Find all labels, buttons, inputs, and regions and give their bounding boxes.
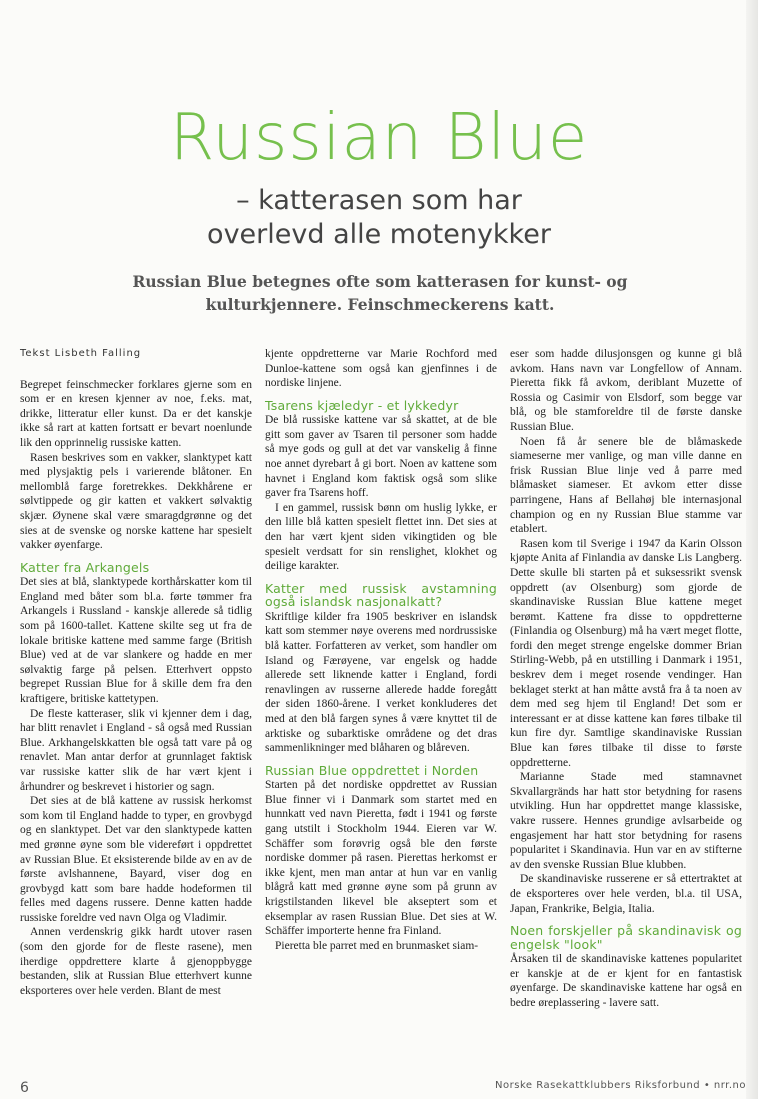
paragraph: Rasen beskrives som en vakker, slanktypet katt med plysjaktig pels i varierende blåtoner. En mellomblå farge foretrekkes. Dekkhårene er sølvtippede og gir katten et vakkert sølvaktig skjær. Øynene skal være smaragdgrønne og det sies at de svenske og norske kattene har spesielt vakker øyenfarge.: [20, 451, 252, 552]
section-heading: Tsarens kjæledyr - et lykkedyr: [265, 397, 459, 413]
lead-line-2: kulturkjennere. Feinschmeckerens katt.: [205, 295, 555, 314]
paragraph: Pieretta ble parret med en brunmasket siam-: [275, 939, 479, 952]
section-heading: Katter med russisk avstamning også islandsk nasjonalkatt?: [265, 580, 497, 610]
paragraph: kjente oppdretterne var Marie Rochford med Dunloe-kattene som også kan gjenfinnes i de nordiske linjene.: [265, 348, 497, 390]
paragraph: Starten på det nordiske oppdrettet av Russian Blue finner vi i Danmark som startet med en hunnkatt ved navn Pieretta, født i 1941 og første gang utstilt i Stockholm 1944. Eieren var W. Schäffer som forøvrig også ble den første nordiske dommer på rasen. Pierettas herkomst er ikke kjent, men man antar at hun var en vanlig blågrå katt med grønne øyne som på grunn av krigstilstanden likevel ble akseptert som et eksemplar av rasen Russian Blue. Det sies at W. Schäffer importerte henne fra Finland.: [265, 779, 497, 938]
paragraph: De skandinaviske russerene er så ettertraktet at de eksporteres over hele verden, bl.a. til USA, Japan, Frankrike, Belgia, Italia.: [510, 873, 742, 915]
paragraph: Annen verdenskrig gikk hardt utover rasen (som den gjorde for de fleste rasene), men iherdige oppdrettere klarte å gjenoppbygge bestanden, slik at Russian Blue etterhvert kunne eksporteres over hele verden. Blant de mest: [20, 926, 252, 997]
section-heading: Noen forskjeller på skandinavisk og engelsk "look": [510, 923, 742, 952]
article-subtitle: [0, 184, 758, 252]
column-1: [20, 347, 252, 998]
subtitle-line-2: overlevd alle motenykker: [207, 219, 551, 250]
article-title: Russian Blue: [169, 101, 589, 175]
paragraph: I en gammel, russisk bønn om huslig lykke, er den lille blå katten spesielt flettet inn. Det sies at den har vært kjent siden vikingtiden og ble spesielt verdsatt for sin renslighet, klokhet og deilige karakter.: [265, 501, 497, 573]
column-3: [510, 347, 742, 1011]
section-heading: Katter fra Arkangels: [20, 559, 150, 575]
paragraph: Det sies at blå, slanktypede korthårskatter kom til England med båter som bl.a. førte tømmer fra Arkangels i Russland - kanskje allerede så tidlig som på 1600-tallet. Kattene skilte seg ut fra de lokale britiske kattene med samme farge (British Blue) ved at de var slankere og hadde en mer sølvaktig farge på pelsen. Etterhvert oppsto begrepet Russian Blue for å skille dem fra den kraftigere, britiske kattetypen.: [20, 576, 252, 705]
paragraph: Årsaken til de skandinaviske kattenes popularitet er kanskje at de er kjent for en fantastisk øyenfarge. De skandinaviske kattene har også en bedre øreplassering - lavere satt.: [510, 953, 742, 1009]
paragraph: Det sies at de blå kattene av russisk herkomst som kom til England hadde to typer, en grovbygd og en slanktypet. Det var den slanktypede katten med grønne øyne som ble videreført i oppdrettet av Russian Blue. Et eksisterende bilde av en av de første avlshannene, Bayard, viser dog en grovbygd katt som bare hadde hodeformen til felles med dagens russere. Denne katten hadde russiske foreldre ved navn Olga og Vladimir.: [20, 795, 252, 924]
column-2: [265, 347, 497, 953]
footer-publisher: Norske Rasekattklubbers Riksforbund • nrr.no: [495, 1080, 746, 1091]
paragraph: Skriftlige kilder fra 1905 beskriver en islandsk katt som stemmer nøye overens med nordrussiske blå katter. Forfatteren av verket, som handler om Island og Færøyene, var engelsk og hadde allerede sett liknende katter i England, fordi renavlingen av russerne allerede hadde foregått der siden 1860-årene. I verket konkluderes det med at den blå fargen synes å være knyttet til de arktiske og subarktiske områdene og det dras sammenlikninger med blåharen og blåreven.: [265, 610, 497, 755]
paragraph: De blå russiske kattene var så skattet, at de ble gitt som gaver av Tsaren til personer som hadde så mye gods og gull at det var vanskelig å finne noe annet dyrebart å gi bort. Noen av kattene som havnet i England kom faktisk også som slike gaver fra Tsarens hoff.: [265, 414, 497, 500]
paragraph: eser som hadde dilusjonsgen og kunne gi blå avkom. Hans navn var Longfellow of Annam. Pieretta fikk få avkom, deriblant Muzette of Rossia og Casimir von Elsdorf, som begge var blå, og ble stamforeldre til de første danske Russian Blue.: [510, 348, 742, 433]
paragraph: Marianne Stade med stamnavnet Skvallargränds har hatt stor betydning for rasens utvikling. Hun har oppdrettet mange klassiske, vakre russere. Hennes grundige avlsarbeide og engasjement har hatt stor betydning for rasens popularitet i Skandinavia. Hun var en av stifterne av den svenske Russian Blue klubben.: [510, 771, 742, 871]
section-heading: Russian Blue oppdrettet i Norden: [265, 762, 479, 778]
lead-paragraph: [60, 270, 700, 316]
lead-line-1: Russian Blue betegnes ofte som katterasen for kunst- og: [132, 272, 628, 291]
subtitle-line-1: – katterasen som har: [236, 185, 522, 216]
paragraph: Begrepet feinschmecker forklares gjerne som en som er en kresen kjenner av noe, f.eks. mat, drikke, litteratur eller kunst. Da er det kanskje ikke så rart at katten fortsatt er bevart noenlunde lik den opprinnelig russiske katten.: [20, 378, 252, 449]
page-number: 6: [20, 1080, 29, 1096]
paragraph: Rasen kom til Sverige i 1947 da Karin Olsson kjøpte Anita af Finlandia av danske Lis Langberg. Dette skulle bli starten på et suksessrikt svensk oppdrett (av Olsenburg) som gjorde de skandinaviske Russian Blue kattene meget berømt. Kattene fra disse to oppdretterne (Finlandia og Olsenburg) må ha vært meget flotte, fordi den meget strenge engelske dommer Brian Stirling-Webb, på en utstilling i Danmark i 1951, beskrev dem i meget rosende vendinger. Han beklaget sterkt at han måtte avstå fra å ta noen av dem med seg hjem til England! Det som er interessant er at disse kattene kan føres tilbake til kun fire dyr. Samtlige skandinaviske Russian Blue kan føres tilbake til disse to første oppdretterne.: [510, 537, 742, 769]
paragraph: De fleste katteraser, slik vi kjenner dem i dag, har blitt renavlet i England - så også med Russian Blue. Arkhangelskkatten ble også tatt vare på og renavlet. Man antar derfor at grunnlaget faktisk var russiske katter slik de har vært kjent i århundrer og beskrevet i historier og sagn.: [20, 707, 252, 793]
paragraph: Noen få år senere ble de blåmaskede siameserne mer vanlige, og man ville danne en frisk Russian Blue linje ved å parre med blåmasket siameser. Et avkom etter disse parringene, Hans af Bellahøj ble internasjonal champion og en ny Russian Blue stamme var etablert.: [510, 435, 742, 536]
byline: Tekst Lisbeth Falling: [20, 348, 142, 359]
